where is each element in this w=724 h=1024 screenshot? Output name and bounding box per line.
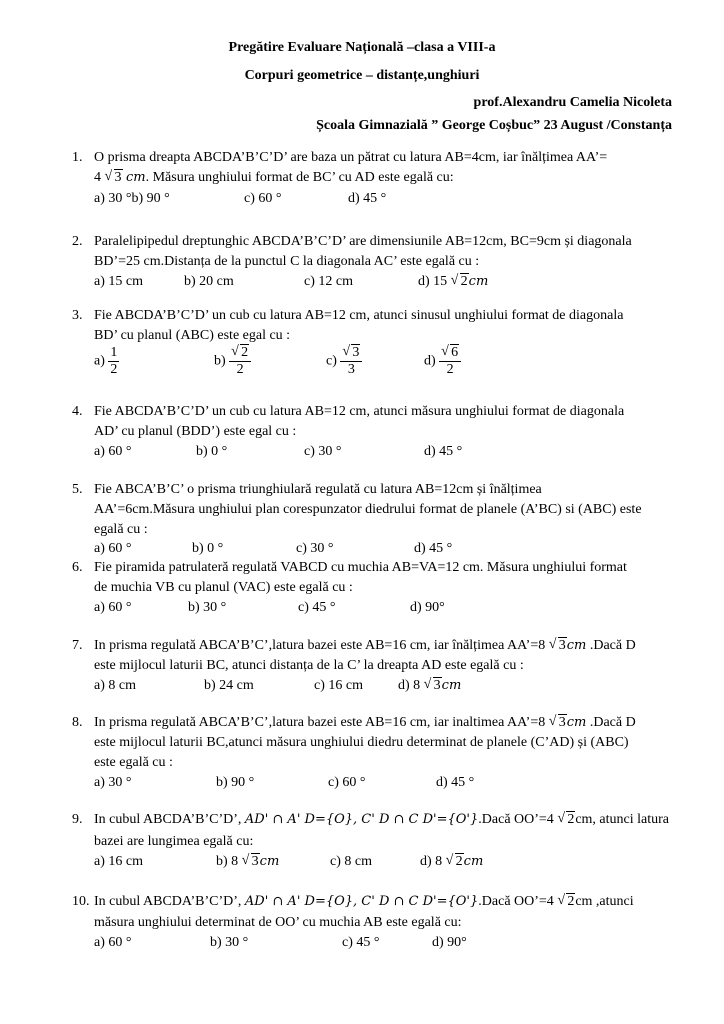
answer-option: a) 60 °	[94, 541, 132, 556]
math-expression: AD' ∩ A' D={O}, C' D ∩ C D'={O'}	[244, 894, 479, 909]
fraction: √ $\frac{2}{2}$	[229, 345, 251, 378]
answer-option: d) 90°	[432, 935, 467, 950]
answer-option: a) $\frac{1}{2}$	[94, 345, 118, 377]
question-text: Fie piramida patrulateră regulată VABCD cu muchia AB=VA=12 cm. Măsura unghiului format	[94, 560, 627, 575]
answer-option: a) 30 °b) 90 °	[94, 191, 170, 206]
sqrt-expression: √ 2	[557, 812, 575, 828]
question-number: 1.	[72, 150, 83, 165]
sqrt-expression: √ 2	[446, 854, 464, 870]
fraction: √ $\frac{3}{3}$	[340, 345, 362, 378]
question-text: este mijlocul laturii BC, atunci distanța de la C’ la dreapta AD este egală cu :	[94, 658, 524, 673]
answer-option: b) 30 °	[210, 935, 249, 950]
answer-option: d) 8 √ 2cm	[420, 854, 483, 870]
answer-option: a) 15 cm	[94, 274, 143, 289]
answer-option: b) 20 cm	[184, 274, 234, 289]
answer-option: c) 30 °	[304, 444, 342, 459]
question-text: Paralelipipedul dreptunghic ABCDA’B’C’D’ are dimensiunile AB=12cm, BC=9cm și diagonala	[94, 234, 632, 249]
question-number: 7.	[72, 638, 83, 653]
sqrt-expression: √ 2	[451, 274, 469, 290]
answer-option: b) 0 °	[196, 444, 228, 459]
question-text: BD’=25 cm.Distanța de la punctul C la diagonala AC’ este egală cu :	[94, 254, 480, 269]
answer-option: c) 45 °	[298, 600, 336, 615]
answer-option: b) 24 cm	[204, 678, 254, 693]
question-text: In prisma regulată ABCA’B’C’,latura bazei este AB=16 cm, iar înălțimea AA’=8 √ 3cm .Dacă D	[94, 638, 636, 654]
answer-option: b) 30 °	[188, 600, 227, 615]
question-text: bazei are lungimea egală cu:	[94, 834, 254, 849]
answer-option: d) 15 √ 2cm	[418, 274, 488, 290]
answer-option: d) 90°	[410, 600, 445, 615]
question-text: O prisma dreapta ABCDA’B’C’D’ are baza un pătrat cu latura AB=4cm, iar înălțimea AA’=	[94, 150, 608, 165]
question-text: de muchia VB cu planul (VAC) este egală cu :	[94, 580, 353, 595]
question-text: măsura unghiului determinat de OO’ cu muchia AB este egală cu:	[94, 915, 462, 930]
answer-option: b) √ $\frac{2}{2}$	[214, 345, 251, 378]
sqrt-expression: √ 3	[105, 170, 123, 186]
math-expression: AD' ∩ A' D={O}, C' D ∩ C D'={O'}	[244, 812, 479, 827]
question-text: este egală cu :	[94, 755, 173, 770]
answer-option: c) √ $\frac{3}{3}$	[326, 345, 362, 378]
answer-option: a) 60 °	[94, 444, 132, 459]
question-text: Fie ABCA’B’C’ o prisma triunghiulară regulată cu latura AB=12cm și înălțimea	[94, 482, 542, 497]
answer-option: d) 45 °	[436, 775, 475, 790]
answer-option: b) 0 °	[192, 541, 224, 556]
question-number: 5.	[72, 482, 83, 497]
school-name: Școala Gimnazială ” George Coșbuc” 23 August /Constanța	[316, 118, 672, 133]
question-text: 4 √ 3 cm. Măsura unghiului format de BC’ cu AD este egală cu:	[94, 170, 454, 186]
question-text: BD’ cu planul (ABC) este egal cu :	[94, 328, 291, 343]
answer-option: d) 45 °	[348, 191, 387, 206]
fraction: $\frac{1}{2}$	[110, 345, 118, 377]
question-text: In prisma regulată ABCA’B’C’,latura bazei este AB=16 cm, iar inaltimea AA’=8 √ 3cm .Dacă D	[94, 715, 636, 731]
question-text: In cubul ABCDA’B’C’D’, AD' ∩ A' D={O}, C' D ∩ C D'={O'}.Dacă OO’=4 √ 2cm, atunci latura	[94, 812, 669, 828]
answer-option: d) √ $\frac{6}{2}$	[424, 345, 461, 378]
question-text: egală cu :	[94, 522, 148, 537]
question-text: Fie ABCDA’B’C’D’ un cub cu latura AB=12 cm, atunci măsura unghiului format de diagonala	[94, 404, 625, 419]
answer-option: a) 60 °	[94, 600, 132, 615]
answer-option: b) 8 √ 3cm	[216, 854, 279, 870]
fraction: √ $\frac{6}{2}$	[439, 345, 461, 378]
question-text: AA’=6cm.Măsura unghiului plan corespunzator diedrului format de planele (A’BC) si (ABC) este	[94, 502, 642, 517]
question-number: 9.	[72, 812, 83, 827]
answer-option: c) 12 cm	[304, 274, 353, 289]
page-subtitle: Corpuri geometrice – distanțe,unghiuri	[244, 68, 480, 83]
question-number: 6.	[72, 560, 83, 575]
answer-option: d) 8 √ 3cm	[398, 678, 461, 694]
sqrt-expression: √ 3	[549, 638, 567, 654]
answer-option: c) 30 °	[296, 541, 334, 556]
sqrt-expression: √ 3	[242, 854, 260, 870]
answer-option: a) 30 °	[94, 775, 132, 790]
author-name: prof.Alexandru Camelia Nicoleta	[473, 95, 672, 110]
answer-option: c) 60 °	[328, 775, 366, 790]
answer-option: a) 60 °	[94, 935, 132, 950]
question-number: 4.	[72, 404, 83, 419]
sqrt-expression: √ 2	[557, 894, 575, 910]
answer-option: d) 45 °	[424, 444, 463, 459]
question-number: 10.	[72, 894, 90, 909]
question-text: Fie ABCDA’B’C’D’ un cub cu latura AB=12 cm, atunci sinusul unghiului format de diagonala	[94, 308, 624, 323]
question-number: 8.	[72, 715, 83, 730]
sqrt-expression: √ 3	[549, 715, 567, 731]
question-text: este mijlocul laturii BC,atunci măsura unghiului diedru determinat de planele (C’AD) și (ABC)	[94, 735, 629, 750]
sqrt-expression: √ 3	[424, 678, 442, 694]
answer-option: a) 8 cm	[94, 678, 136, 693]
answer-option: d) 45 °	[414, 541, 453, 556]
answer-option: b) 90 °	[216, 775, 255, 790]
answer-option: c) 45 °	[342, 935, 380, 950]
answer-option: c) 60 °	[244, 191, 282, 206]
question-text: AD’ cu planul (BDD’) este egal cu :	[94, 424, 297, 439]
answer-option: a) 16 cm	[94, 854, 143, 869]
answer-option: c) 16 cm	[314, 678, 363, 693]
page-title: Pregătire Evaluare Națională –clasa a VIII-a	[228, 40, 496, 55]
question-text: In cubul ABCDA’B’C’D’, AD' ∩ A' D={O}, C' D ∩ C D'={O'}.Dacă OO’=4 √ 2cm ,atunci	[94, 894, 634, 910]
question-number: 2.	[72, 234, 83, 249]
answer-option: c) 8 cm	[330, 854, 372, 869]
question-number: 3.	[72, 308, 83, 323]
